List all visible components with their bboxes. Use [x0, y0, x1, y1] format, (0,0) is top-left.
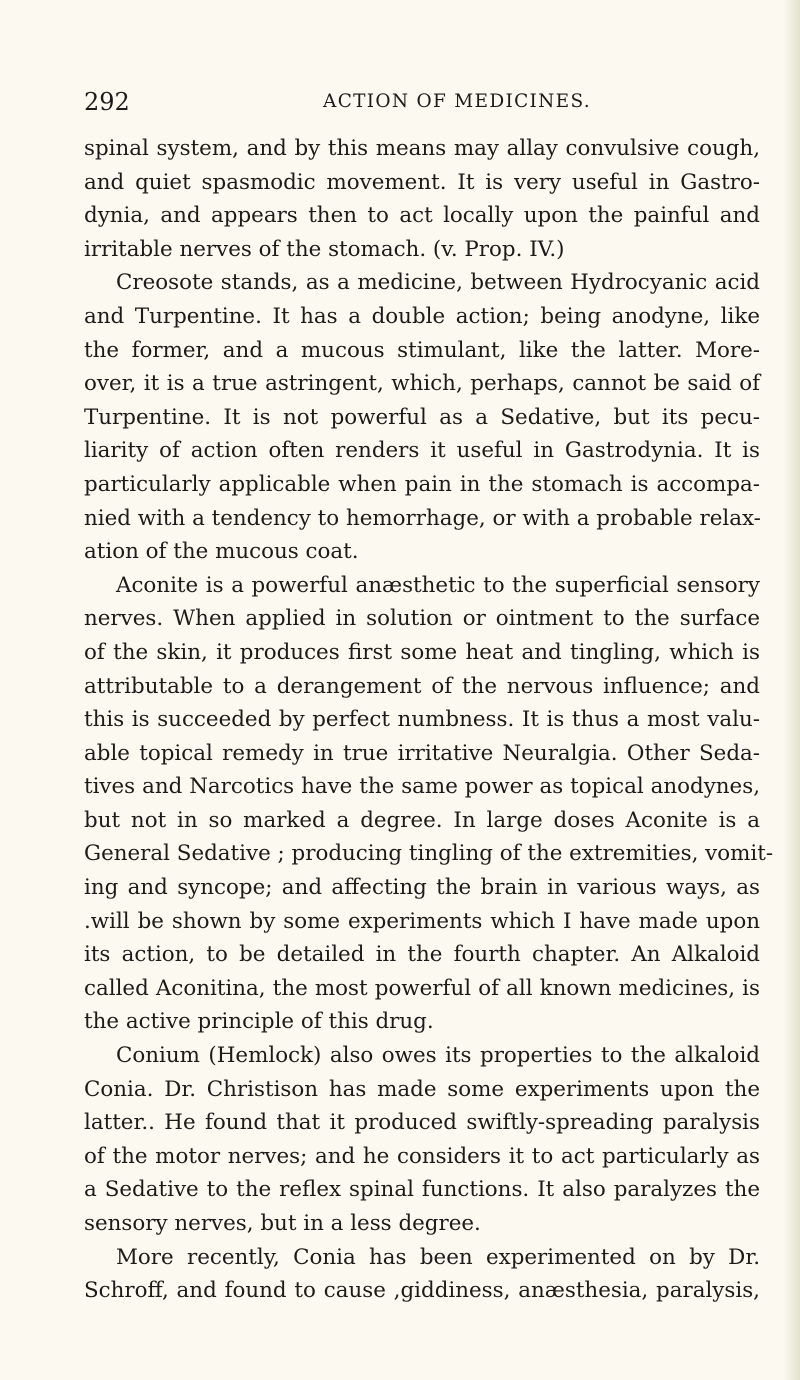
text-line: More recently, Conia has been experimented on by Dr. — [116, 1244, 760, 1270]
text-line: .will be shown by some experiments which I have made upon — [84, 908, 760, 934]
text-line: Creosote stands, as a medicine, between Hydrocyanic acid — [116, 270, 760, 296]
text-line: liarity of action often renders it useful in Gastrodynia. It is — [84, 438, 760, 464]
text-line: this is succeeded by perfect numbness. It is thus a most valu- — [84, 707, 760, 733]
text-line: its action, to be detailed in the fourth chapter. An Alkaloid — [84, 942, 760, 968]
text-line: of the motor nerves; and he considers it to act particularly as — [84, 1143, 760, 1169]
page-number: 292 — [84, 88, 130, 116]
text-line: but not in so marked a degree. In large doses Aconite is a — [84, 807, 760, 833]
text-line: General Sedative ; producing tingling of the extremities, vomit- — [84, 841, 774, 867]
text-line: dynia, and appears then to act locally upon the painful and — [84, 203, 760, 229]
text-line: the former, and a mucous stimulant, like the latter. More- — [84, 337, 760, 363]
text-line: nied with a tendency to hemorrhage, or with a probable relax- — [84, 505, 761, 531]
text-line: ing and syncope; and affecting the brain in various ways, as — [84, 875, 760, 901]
text-line: tives and Narcotics have the same power as topical anodynes, — [84, 774, 760, 800]
text-line: latter.. He found that it produced swiftly-spreading paralysis — [84, 1110, 760, 1136]
text-line: called Aconitina, the most powerful of all known medicines, is — [84, 975, 760, 1001]
text-line: a Sedative to the reflex spinal functions. It also paralyzes the — [84, 1177, 760, 1203]
text-line: the active principle of this drug. — [84, 1009, 434, 1035]
page-header — [84, 86, 760, 118]
running-head: ACTION OF MEDICINES. — [323, 91, 591, 112]
body-text — [84, 132, 774, 1308]
text-line: Turpentine. It is not powerful as a Sedative, but its pecu- — [84, 404, 760, 430]
text-line: Conium (Hemlock) also owes its properties to the alkaloid — [116, 1043, 760, 1069]
text-line: able topical remedy in true irritative Neuralgia. Other Seda- — [84, 740, 760, 766]
text-line: particularly applicable when pain in the stomach is accompa- — [84, 471, 760, 497]
text-line: and quiet spasmodic movement. It is very useful in Gastro- — [84, 169, 760, 195]
text-line: ation of the mucous coat. — [84, 539, 359, 565]
text-line: irritable nerves of the stomach. (v. Prop. IV.) — [84, 236, 565, 262]
text-line: and Turpentine. It has a double action; being anodyne, like — [84, 303, 760, 329]
text-line: Conia. Dr. Christison has made some experiments upon the — [84, 1076, 760, 1102]
text-line: sensory nerves, but in a less degree. — [84, 1211, 481, 1236]
text-line: Aconite is a powerful anæsthetic to the superficial sensory — [116, 572, 760, 598]
text-line: spinal system, and by this means may allay convulsive cough, — [84, 136, 760, 161]
text-line: Schroff, and found to cause ,giddiness, anæsthesia, paralysis, — [84, 1278, 760, 1304]
text-line: of the skin, it produces first some heat and tingling, which is — [84, 639, 760, 665]
text-line: over, it is a true astringent, which, perhaps, cannot be said of — [84, 371, 760, 397]
page-edge-shadow — [784, 0, 800, 1380]
text-line: nerves. When applied in solution or ointment to the surface — [84, 606, 760, 632]
text-line: attributable to a derangement of the nervous influence; and — [84, 673, 760, 699]
